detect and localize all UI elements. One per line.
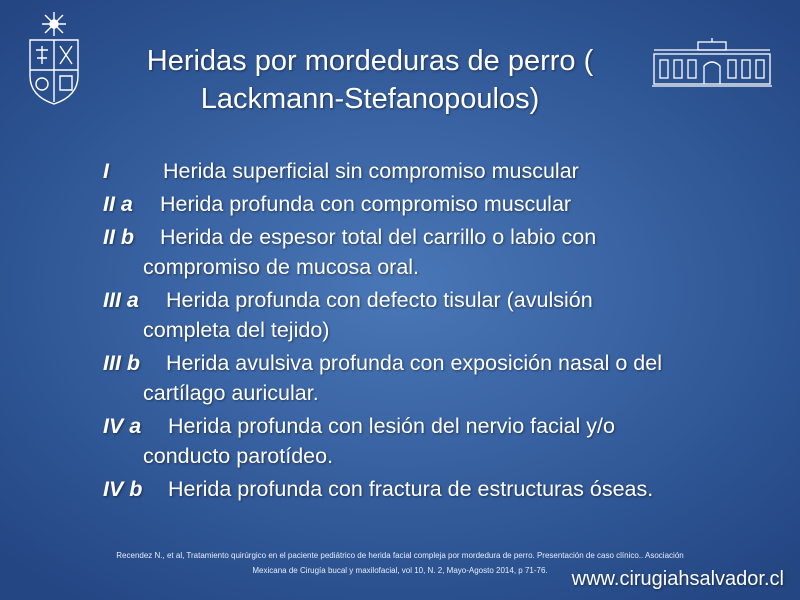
item-text: Herida superficial sin compromiso muscular [163,159,579,183]
list-item [103,411,763,471]
item-text: Herida profunda con compromiso muscular [160,192,572,216]
item-text: Herida avulsiva profunda con exposición nasal o del [166,351,663,375]
list-item [103,189,763,219]
list-item [103,348,763,408]
item-code: I [103,159,109,183]
item-code: IV b [103,477,143,501]
item-code: II b [103,225,135,249]
item-text: Herida de espesor total del carrillo o labio con [160,225,597,249]
slide-title-line-1: Heridas por mordeduras de perro ( [146,45,594,77]
list-item [103,285,763,345]
item-text: Herida profunda con fractura de estructuras óseas. [168,477,654,501]
list-item [103,222,763,282]
citation-line-2: Mexicana de Cirugía bucal y maxilofacial, vol 10, N. 2, Mayo-Agosto 2014, p 71-76. [252,566,548,575]
classification-list [103,156,763,507]
university-crest-logo [22,10,86,108]
list-item [103,474,763,504]
item-text-continuation: cartílago auricular. [143,381,319,405]
item-code: III b [103,351,141,375]
item-code: II a [103,192,133,216]
item-code: IV a [103,414,142,438]
list-item [103,156,763,186]
item-text-continuation: compromiso de mucosa oral. [143,255,420,279]
item-text-continuation: completa del tejido) [143,318,330,342]
item-code: III a [103,288,139,312]
slide-title [90,42,650,118]
item-text-continuation: conducto parotídeo. [143,444,334,468]
citation-line-1: Recendez N., et al, Tratamiento quirúrgico en el paciente pediátrico de herida facial compleja por mordedura de perro. Presentación de caso clínico.. Asociación [116,551,684,560]
hospital-building-logo [652,38,772,90]
slide-title-line-2: Lackmann-Stefanopoulos) [200,83,540,115]
item-text: Herida profunda con defecto tisular (avulsión [166,288,593,312]
website-url: www.cirugiahsalvador.cl [571,568,784,590]
item-text: Herida profunda con lesión del nervio facial y/o [168,414,615,438]
